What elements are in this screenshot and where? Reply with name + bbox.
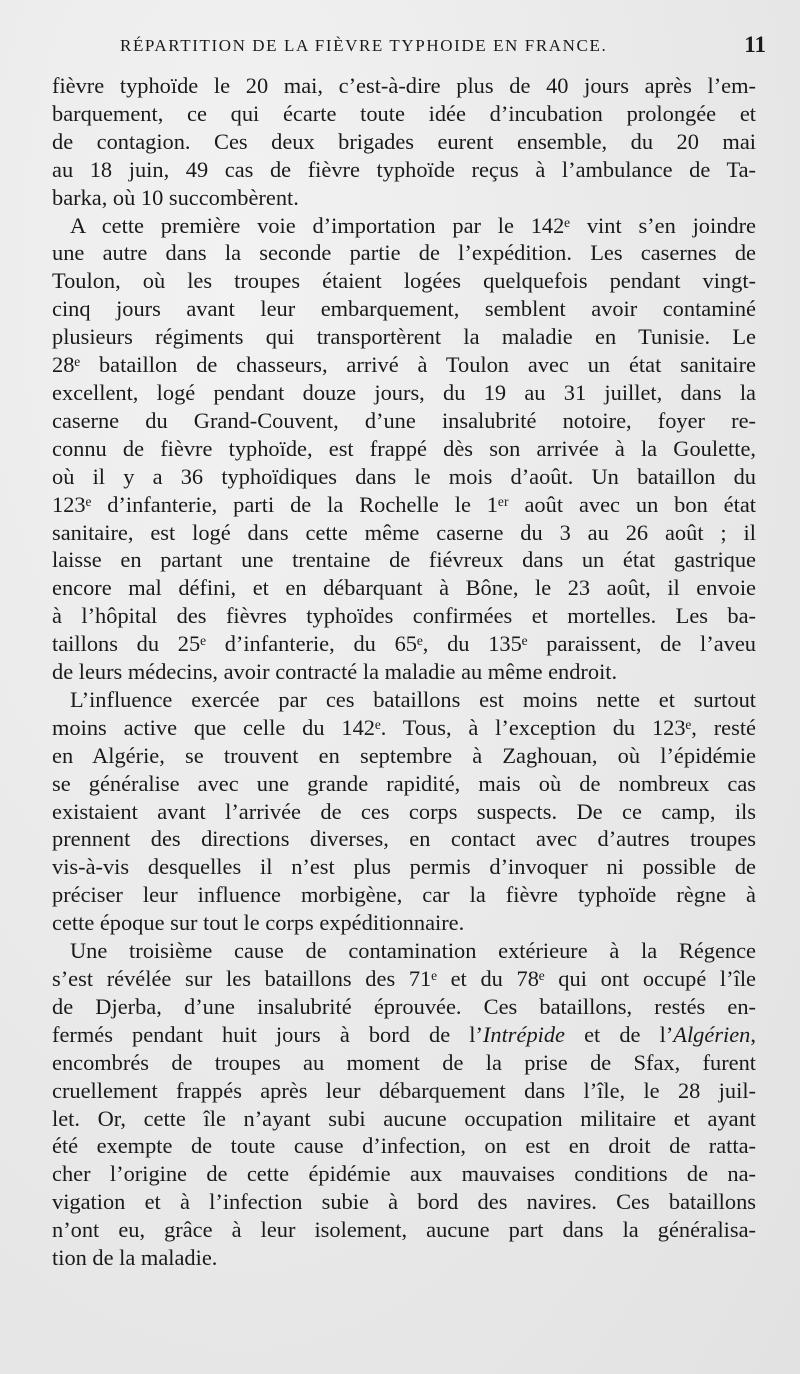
text-line: à l’hôpital des fièvres typhoïdes confirmées et mortelles. Les ba-: [52, 603, 756, 629]
text-line: préciser leur influence morbigène, car la fièvre typhoïde règne à: [52, 882, 756, 908]
text-line: taillons du 25ᵉ d’infanterie, du 65ᵉ, du 135ᵉ paraissent, de l’aveu: [52, 631, 756, 657]
paragraph: [52, 937, 756, 1272]
text-line: prennent des directions diverses, en contact avec d’autres troupes: [52, 826, 756, 852]
page-number: 11: [744, 32, 766, 57]
text-line: n’ont eu, grâce à leur isolement, aucune part dans la généralisa-: [52, 1217, 756, 1243]
text-line: excellent, logé pendant douze jours, du 19 au 31 juillet, dans la: [52, 379, 756, 405]
text-line: cruellement frappés après leur débarquement dans l’île, le 28 juil-: [52, 1077, 756, 1103]
text-line: où il y a 36 typhoïdiques dans le mois d’août. Un bataillon du: [52, 463, 756, 489]
text-line: moins active que celle du 142ᵉ. Tous, à l’exception du 123ᵉ, resté: [52, 714, 756, 740]
text-line: let. Or, cette île n’ayant subi aucune occupation militaire et ayant: [52, 1105, 756, 1131]
text-line: A cette première voie d’importation par le 142ᵉ vint s’en joindre: [70, 212, 756, 238]
paragraph: [52, 686, 756, 937]
text-line: Une troisième cause de contamination extérieure à la Régence: [70, 938, 756, 964]
text-line: cher l’origine de cette épidémie aux mauvaises conditions de na-: [52, 1161, 756, 1187]
text-line: de Djerba, d’une insalubrité éprouvée. Ces bataillons, restés en-: [52, 993, 756, 1019]
paragraph: [52, 72, 756, 212]
text-line: fièvre typhoïde le 20 mai, c’est-à-dire plus de 40 jours après l’em-: [52, 73, 756, 98]
text-line: encombrés de troupes au moment de la prise de Sfax, furent: [52, 1049, 756, 1075]
text-line: se généralise avec une grande rapidité, mais où de nombreux cas: [52, 770, 756, 796]
text-line: encore mal défini, et en débarquant à Bône, le 23 août, il envoie: [52, 575, 756, 601]
body-text: [52, 72, 756, 1272]
text-line: existaient avant l’arrivée de ces corps suspects. De ce camp, ils: [52, 798, 756, 824]
running-title: RÉPARTITION DE LA FIÈVRE TYPHOIDE EN FRANCE.: [120, 36, 608, 55]
text-line: caserne du Grand-Couvent, d’une insalubrité notoire, foyer re-: [52, 407, 756, 433]
text-line: tion de la maladie.: [52, 1245, 218, 1271]
text-line: de leurs médecins, avoir contracté la maladie au même endroit.: [52, 659, 618, 685]
text-line: au 18 juin, 49 cas de fièvre typhoïde reçus à l’ambulance de Ta-: [52, 156, 756, 182]
text-line: plusieurs régiments qui transportèrent la maladie en Tunisie. Le: [52, 324, 756, 350]
paragraph: [52, 212, 756, 686]
text-line: cette époque sur tout le corps expéditionnaire.: [52, 910, 465, 936]
text-line: vis-à-vis desquelles il n’est plus permis d’invoquer ni possible de: [52, 854, 756, 880]
text-line: de contagion. Ces deux brigades eurent ensemble, du 20 mai: [52, 128, 756, 154]
text-line: cinq jours avant leur embarquement, semblent avoir contaminé: [52, 296, 756, 322]
text-line: fermés pendant huit jours à bord de l’Intrépide et de l’Algérien,: [52, 1021, 756, 1047]
text-line: en Algérie, se trouvent en septembre à Zaghouan, où l’épidémie: [52, 742, 756, 768]
text-line: vigation et à l’infection subie à bord des navires. Ces bataillons: [52, 1189, 756, 1215]
text-line: barka, où 10 succombèrent.: [52, 184, 299, 210]
text-line: été exempte de toute cause d’infection, on est en droit de ratta-: [52, 1133, 756, 1159]
text-line: L’influence exercée par ces bataillons est moins nette et surtout: [70, 686, 756, 712]
text-line: sanitaire, est logé dans cette même caserne du 3 au 26 août ; il: [52, 519, 756, 545]
text-line: 28ᵉ bataillon de chasseurs, arrivé à Toulon avec un état sanitaire: [52, 352, 756, 378]
text-line: connu de fièvre typhoïde, est frappé dès son arrivée à la Goulette,: [52, 435, 756, 461]
text-line: s’est révélée sur les bataillons des 71ᵉ et du 78ᵉ qui ont occupé l’île: [52, 966, 756, 991]
text-line: Toulon, où les troupes étaient logées quelquefois pendant vingt-: [52, 268, 756, 294]
text-line: 123ᵉ d’infanterie, parti de la Rochelle le 1ᵉʳ août avec un bon état: [52, 491, 756, 517]
text-line: barquement, ce qui écarte toute idée d’incubation prolongée et: [52, 100, 756, 126]
running-head: [50, 34, 772, 62]
text-line: une autre dans la seconde partie de l’expédition. Les casernes de: [52, 240, 756, 266]
text-line: laisse en partant une trentaine de fiévreux dans un état gastrique: [52, 547, 756, 573]
